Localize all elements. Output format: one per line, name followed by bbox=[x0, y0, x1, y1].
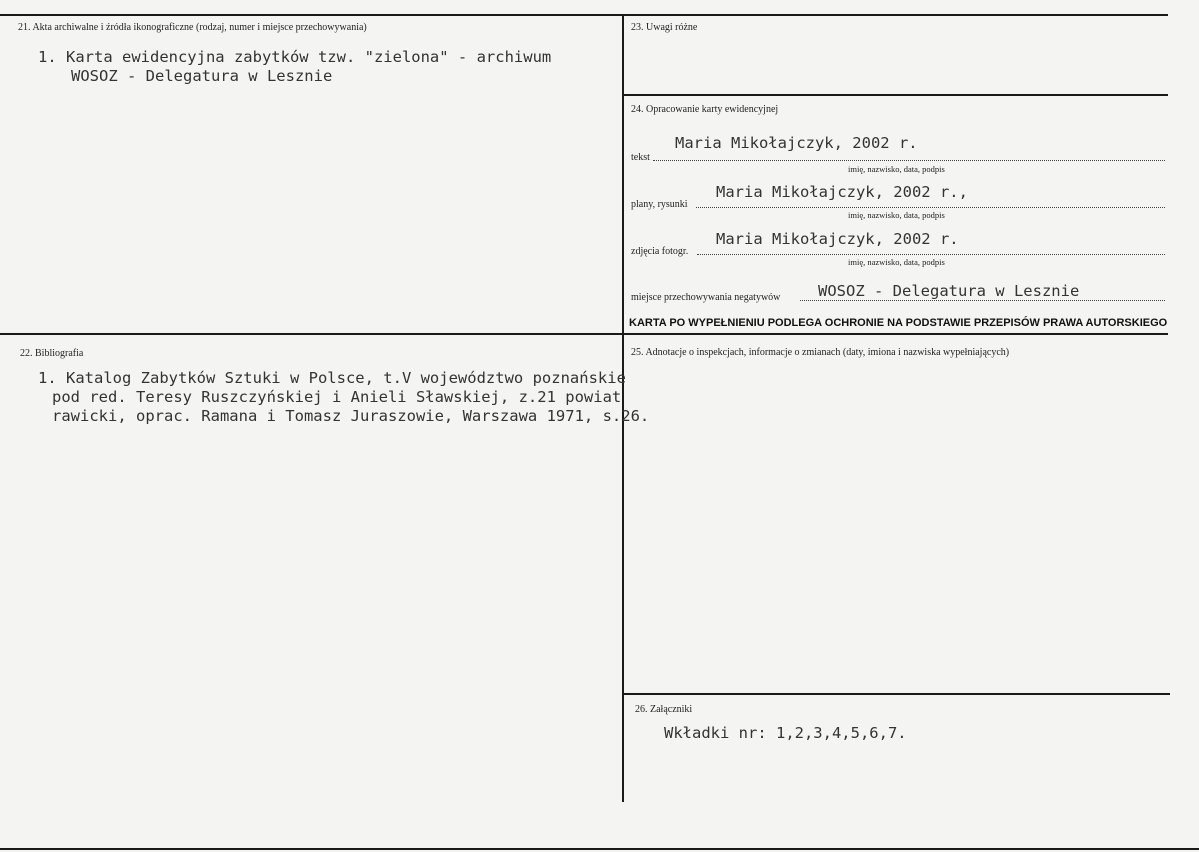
divider-23-24 bbox=[622, 94, 1168, 96]
photos-row-dotted-line bbox=[697, 254, 1165, 255]
section-22-line-1: 1. Katalog Zabytków Sztuki w Polsce, t.V województwo poznańskie bbox=[38, 369, 626, 387]
drawings-row-dotted-line bbox=[696, 207, 1165, 208]
bottom-edge bbox=[0, 848, 1199, 850]
text-row-dotted-line bbox=[653, 160, 1165, 161]
section-22-label: 22. Bibliografia bbox=[20, 348, 84, 359]
section-22-line-2: pod red. Teresy Ruszczyńskiej i Anieli Sławskiej, z.21 powiat bbox=[52, 388, 622, 406]
divider-25-26 bbox=[622, 693, 1170, 695]
photos-row-label: zdjęcia fotogr. bbox=[631, 246, 689, 257]
section-24-label: 24. Opracowanie karty ewidencyjnej bbox=[631, 104, 779, 115]
attachments-value: Wkładki nr: 1,2,3,4,5,6,7. bbox=[664, 724, 907, 742]
section-26-label: 26. Załączniki bbox=[635, 704, 693, 715]
drawings-row-label: plany, rysunki bbox=[631, 199, 688, 210]
negatives-row-label: miejsce przechowywania negatywów bbox=[631, 292, 781, 303]
negatives-location-value: WOSOZ - Delegatura w Lesznie bbox=[818, 282, 1080, 300]
copyright-notice: KARTA PO WYPEŁNIENIU PODLEGA OCHRONIE NA PODSTAWIE PRZEPISÓW PRAWA AUTORSKIEGO bbox=[629, 317, 1168, 329]
section-21-line-2: WOSOZ - Delegatura w Lesznie bbox=[71, 67, 333, 85]
photos-row-caption: imię, nazwisko, data, podpis bbox=[848, 257, 945, 267]
section-25-label: 25. Adnotacje o inspekcjach, informacje o zmianach (daty, imiona i nazwiska wypełniających) bbox=[631, 347, 1010, 358]
drawings-author-value: Maria Mikołajczyk, 2002 r., bbox=[716, 183, 968, 201]
section-22-line-3: rawicki, oprac. Ramana i Tomasz Juraszowie, Warszawa 1971, s.26. bbox=[52, 407, 650, 425]
section-21-label: 21. Akta archiwalne i źródła ikonograficzne (rodzaj, numer i miejsce przechowywania) bbox=[18, 22, 367, 33]
drawings-row-caption: imię, nazwisko, data, podpis bbox=[848, 210, 945, 220]
section-21-line-1: 1. Karta ewidencyjna zabytków tzw. "zielona" - archiwum bbox=[38, 48, 552, 66]
text-row-caption: imię, nazwisko, data, podpis bbox=[848, 164, 945, 174]
top-border bbox=[0, 14, 1168, 16]
negatives-row-dotted-line bbox=[800, 300, 1165, 301]
text-author-value: Maria Mikołajczyk, 2002 r. bbox=[675, 134, 918, 152]
photos-author-value: Maria Mikołajczyk, 2002 r. bbox=[716, 230, 959, 248]
text-row-label: tekst bbox=[631, 152, 650, 163]
middle-divider-left bbox=[0, 333, 624, 335]
middle-divider-right bbox=[622, 333, 1168, 335]
section-23-label: 23. Uwagi różne bbox=[631, 22, 698, 33]
